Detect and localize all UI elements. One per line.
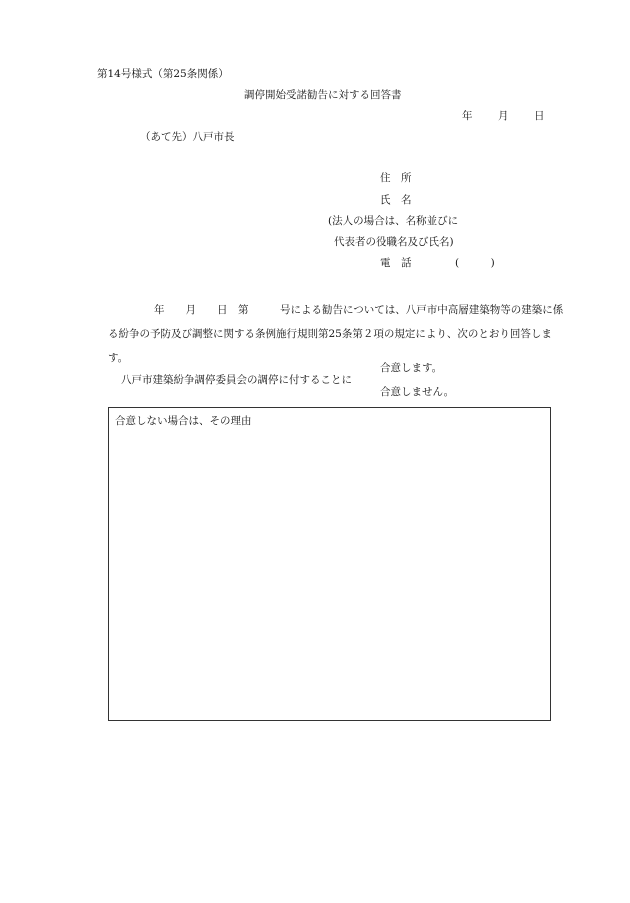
consent-statement: 八戸市建築紛争調停委員会の調停に付することに: [121, 374, 352, 386]
corporation-note-2: 代表者の役職名及び氏名): [334, 236, 454, 248]
addressee: （あて先）八戸市長: [140, 131, 235, 143]
corporation-note-1: (法人の場合は、名称並びに: [328, 215, 459, 227]
phone-label: 電 話: [380, 257, 412, 269]
reason-box-label: 合意しない場合は、その理由: [115, 415, 252, 427]
date-month: 月: [498, 110, 509, 122]
date-year: 年: [462, 110, 473, 122]
page-title: 調停開始受諾勧告に対する回答書: [244, 89, 402, 101]
response-paragraph: 年 月 日 第 号による勧告については、八戸市中高層建築物等の建築に係る紛争の予防及び調整に関する条例施行規則第25条第２項の規定により、次のとおり回答します。: [108, 304, 564, 364]
form-number: 第14号様式（第25条関係）: [97, 68, 229, 80]
option-disagree: 合意しません。: [380, 386, 455, 398]
reason-box[interactable]: [108, 407, 551, 721]
address-label: 住 所: [380, 172, 412, 184]
phone-parentheses: ( ): [455, 257, 495, 269]
option-agree: 合意します。: [380, 362, 443, 374]
name-label: 氏 名: [380, 194, 412, 206]
date-day: 日: [534, 110, 545, 122]
